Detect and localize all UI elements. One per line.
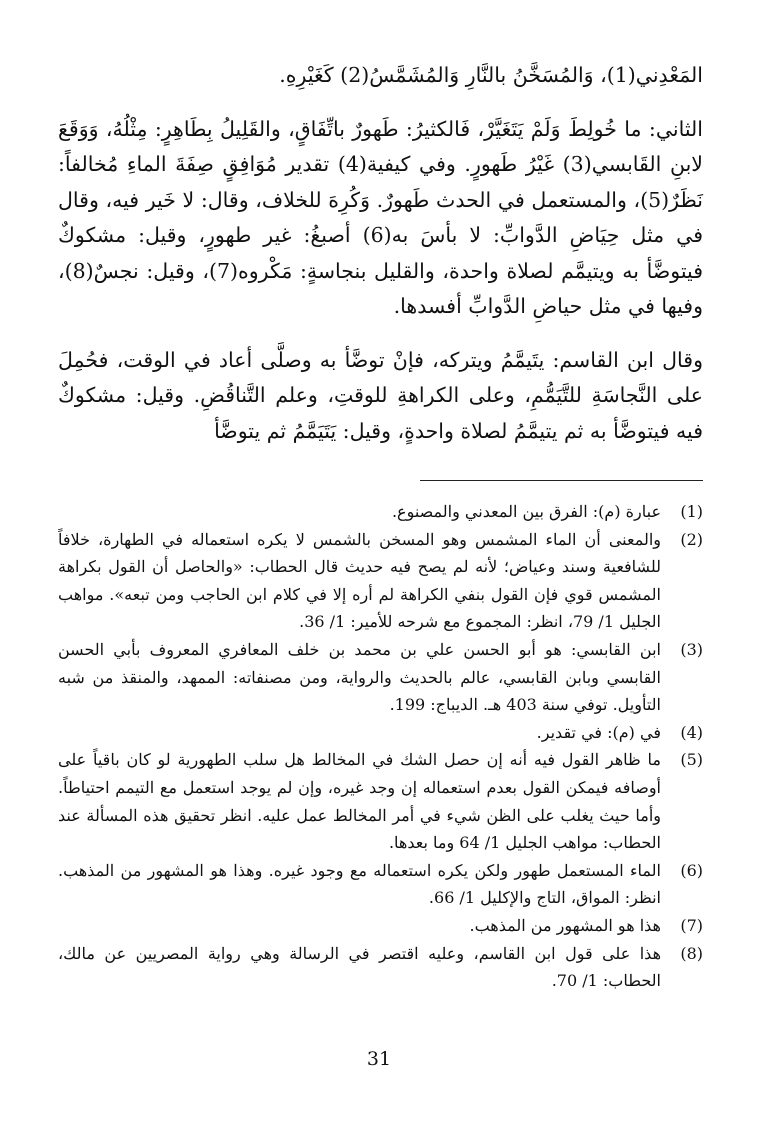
- page-number: 31: [366, 1048, 392, 1070]
- footnote-item: [58, 940, 703, 995]
- footnotes: [58, 498, 703, 995]
- footnote-number: (2): [680, 529, 703, 549]
- footnote-item: [58, 526, 703, 636]
- footnote-text: هذا هو المشهور من المذهب.: [469, 915, 661, 935]
- footnote-text: ابن القابسي: هو أبو الحسن علي بن محمد بن خلف المعافري المعروف بأبي الحسن القابسي وبابن القابسي، عالم بالحديث والرواية، ومن مصنفاته: الممهد، والمنقذ من شبه التأويل. توفي سنة 403 هـ. الديباج: 199.: [58, 639, 661, 715]
- footnote-number: (5): [680, 750, 703, 770]
- paragraph-ibn-alqasim: وقال ابن القاسم: يتَيمَّمُ ويتركه، فإنْ توضَّأ به وصلَّى أعاد في الوقت، فحُمِلَ على النَّجاسَةِ للتَّيَمُّمِ، وعلى الكراهةِ للوقتِ، وعلم التَّناقُضِ. وقيل: مشكوكٌ فيه فيتوضَّأ به ثم يتيمَّمُ لصلاة واحدةٍ، وقيل: يَتَيَمَّمُ ثم يتوضَّأ: [58, 347, 703, 443]
- paragraph-second: الثاني: ما خُولِطَ وَلَمْ يَتَغَيَّرْ، فَالكثيرُ: طَهورٌ باتِّفَاقٍ، والقَلِيلُ بِطَاهِرٍ: مِثْلُهُ، وَوَقَعَ لابنِ القَابسي(3) غَيْرُ طَهورٍ. وفي كيفية(4) تقدير مُوَافِقٍ صِفَةَ الماءِ مُخالفاً: نَظَرٌ(5)، والمستعمل في الحدث طَهورٌ. وَكُرِهَ للخلاف، وقال: لا خَير فيه، وقال في مثل حِيَاضِ الدَّوابِّ: لا بأسَ به(6) أصبغُ: غير طهورٍ، وقيل: مشكوكٌ فيتوضَّأ به ويتيمَّم لصلاة واحدة، والقليل بنجاسةٍ: مَكْروه(7)، وقيل: نجسٌ(8)، وفيها في مثل حياضِ الدَّوابِّ أفسدها.: [58, 116, 704, 318]
- footnote-text: الماء المستعمل طهور ولكن يكره استعماله مع وجود غيره. وهذا هو المشهور من المذهب. انظر: المواق، التاج والإكليل 1/ 66.: [58, 860, 661, 908]
- paragraph-intro: المَعْدِني(1)، وَالمُسَخَّنُ بالنَّارِ وَالمُشَمَّسُ(2) كَغَيْرِهِ.: [279, 63, 703, 87]
- footnote-text: هذا على قول ابن القاسم، وعليه اقتصر في الرسالة وهي رواية المصريين عن مالك، الحطاب: 1/ 70.: [58, 943, 661, 991]
- footnote-item: [58, 912, 703, 940]
- footnote-text: ما ظاهر القول فيه أنه إن حصل الشك في المخالط هل سلب الطهورية لو كان باقياً على أوصافه فيمكن القول بعدم استعماله إن وجد غيره، وإن لم يوجد استعمل مع التيمم احتياطاً. وأما حيث يغلب على الظن شيء في أمر المخالط عمل عليه. انظر تحقيق هذه المسألة عند الحطاب: مواهب الجليل 1/ 64 وما بعدها.: [58, 750, 661, 853]
- footnote-number: (8): [680, 943, 703, 963]
- footnote-number: (7): [680, 915, 703, 935]
- footnote-item: [58, 857, 703, 912]
- footnote-item: [58, 746, 703, 856]
- footnote-text: عبارة (م): الفرق بين المعدني والمصنوع.: [391, 502, 661, 521]
- footnote-number: (6): [680, 860, 703, 880]
- footnote-number: (4): [680, 722, 703, 742]
- footnote-item: [58, 719, 703, 747]
- footnote-item: [58, 636, 703, 719]
- footnote-number: (3): [680, 639, 703, 659]
- footnote-separator: [420, 480, 703, 481]
- footnote-number: (1): [680, 502, 703, 521]
- footnote-text: والمعنى أن الماء المشمس وهو المسخن بالشمس لا يكره استعماله في الطهارة، خلافاً للشافعية وسند وعياض؛ لأنه لم يصح فيه حديث قال الحطاب: «والحاصل أن القول بكراهة المشمس قوي فإن القول بنفي الكراهة لم أره إلا في كلام ابن الحاجب ومن تبعه». مواهب الجليل 1/ 79، انظر: المجموع مع شرحه للأمير: 1/ 36.: [58, 529, 661, 632]
- footnote-item: [58, 498, 703, 526]
- footnote-text: في (م): في تقدير.: [536, 722, 661, 742]
- main-text: [58, 58, 703, 449]
